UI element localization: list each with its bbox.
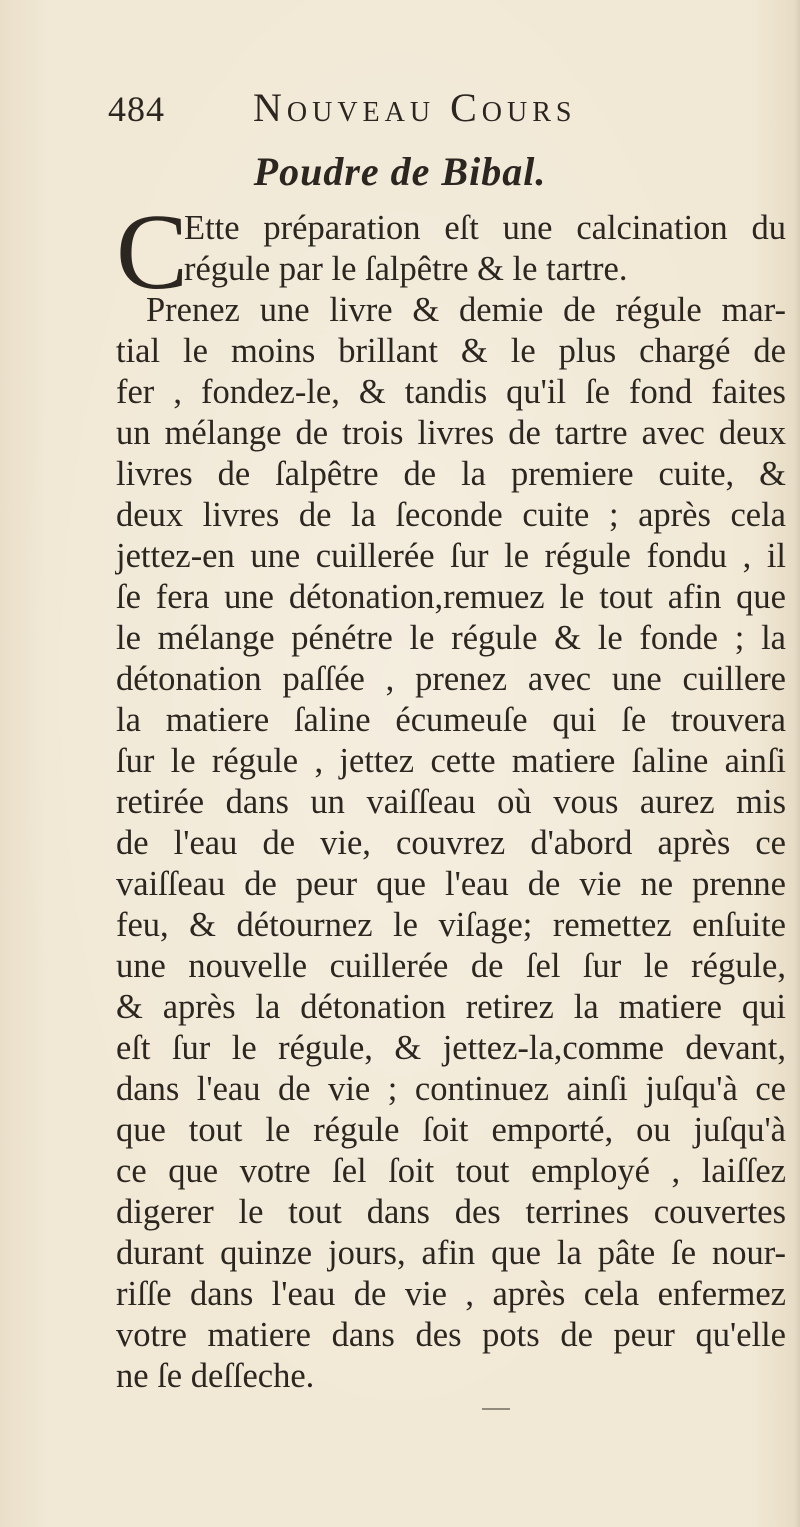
text-line: Ette préparation eſt une calcination du <box>184 209 786 247</box>
text-line: deux livres de la ſeconde cuite ; après cela <box>116 496 786 534</box>
page-number: 484 <box>108 89 165 129</box>
text-line: votre matiere dans des pots de peur qu'elle <box>116 1316 786 1354</box>
page-edge-shadow <box>794 0 800 1527</box>
text-line: & après la détonation retirez la matiere qui <box>116 988 786 1026</box>
text-line: régule par le ſalpêtre & le tartre. <box>184 250 628 288</box>
text-line: digerer le tout dans des terrines couvertes <box>116 1193 786 1231</box>
text-line: feu, & détournez le viſage; remettez enſuite <box>116 906 786 944</box>
text-line: fer , fondez-le, & tandis qu'il ſe fond faites <box>116 373 786 411</box>
text-line: jettez-en une cuillerée ſur le régule fondu , il <box>116 537 786 575</box>
footer-ornament <box>482 1408 510 1410</box>
text-line: tial le moins brillant & le plus chargé de <box>116 332 786 370</box>
text-line: ne ſe deſſeche. <box>116 1357 315 1395</box>
text-line: Prenez une livre & demie de régule mar- <box>146 291 786 329</box>
text-line: vaiſſeau de peur que l'eau de vie ne prenne <box>116 865 786 903</box>
text-line: détonation paſſée , prenez avec une cuillere <box>116 660 786 698</box>
running-title: Nouveau Cours <box>253 85 577 130</box>
body-text <box>116 193 786 1397</box>
text-line: dans l'eau de vie ; continuez ainſi juſqu'à ce <box>116 1070 786 1108</box>
text-line: retirée dans un vaiſſeau où vous aurez mis <box>116 783 786 821</box>
page-header <box>108 84 648 134</box>
text-line: un mélange de trois livres de tartre avec deux <box>116 414 786 452</box>
text-line: le mélange pénétre le régule & le fonde ; la <box>116 619 786 657</box>
text-line: une nouvelle cuillerée de ſel ſur le régule, <box>116 947 786 985</box>
text-line: que tout le régule ſoit emporté, ou juſqu'à <box>116 1111 786 1149</box>
text-line: livres de ſalpêtre de la premiere cuite, & <box>116 455 786 493</box>
text-line: de l'eau de vie, couvrez d'abord après ce <box>116 824 786 862</box>
text-line: riſſe dans l'eau de vie , après cela enfermez <box>116 1275 786 1313</box>
text-line: ce que votre ſel ſoit tout employé , laiſſez <box>116 1152 786 1190</box>
text-line: ſur le régule , jettez cette matiere ſaline ainſi <box>116 742 786 780</box>
text-line: la matiere ſaline écumeuſe qui ſe trouvera <box>116 701 786 739</box>
drop-cap: C <box>116 193 189 312</box>
text-line: eſt ſur le régule, & jettez-la,comme devant, <box>116 1029 786 1067</box>
text-line: durant quinze jours, afin que la pâte ſe nour- <box>116 1234 786 1272</box>
section-title: Poudre de Bibal. <box>253 149 547 194</box>
text-line: ſe fera une détonation,remuez le tout afin que <box>116 578 786 616</box>
